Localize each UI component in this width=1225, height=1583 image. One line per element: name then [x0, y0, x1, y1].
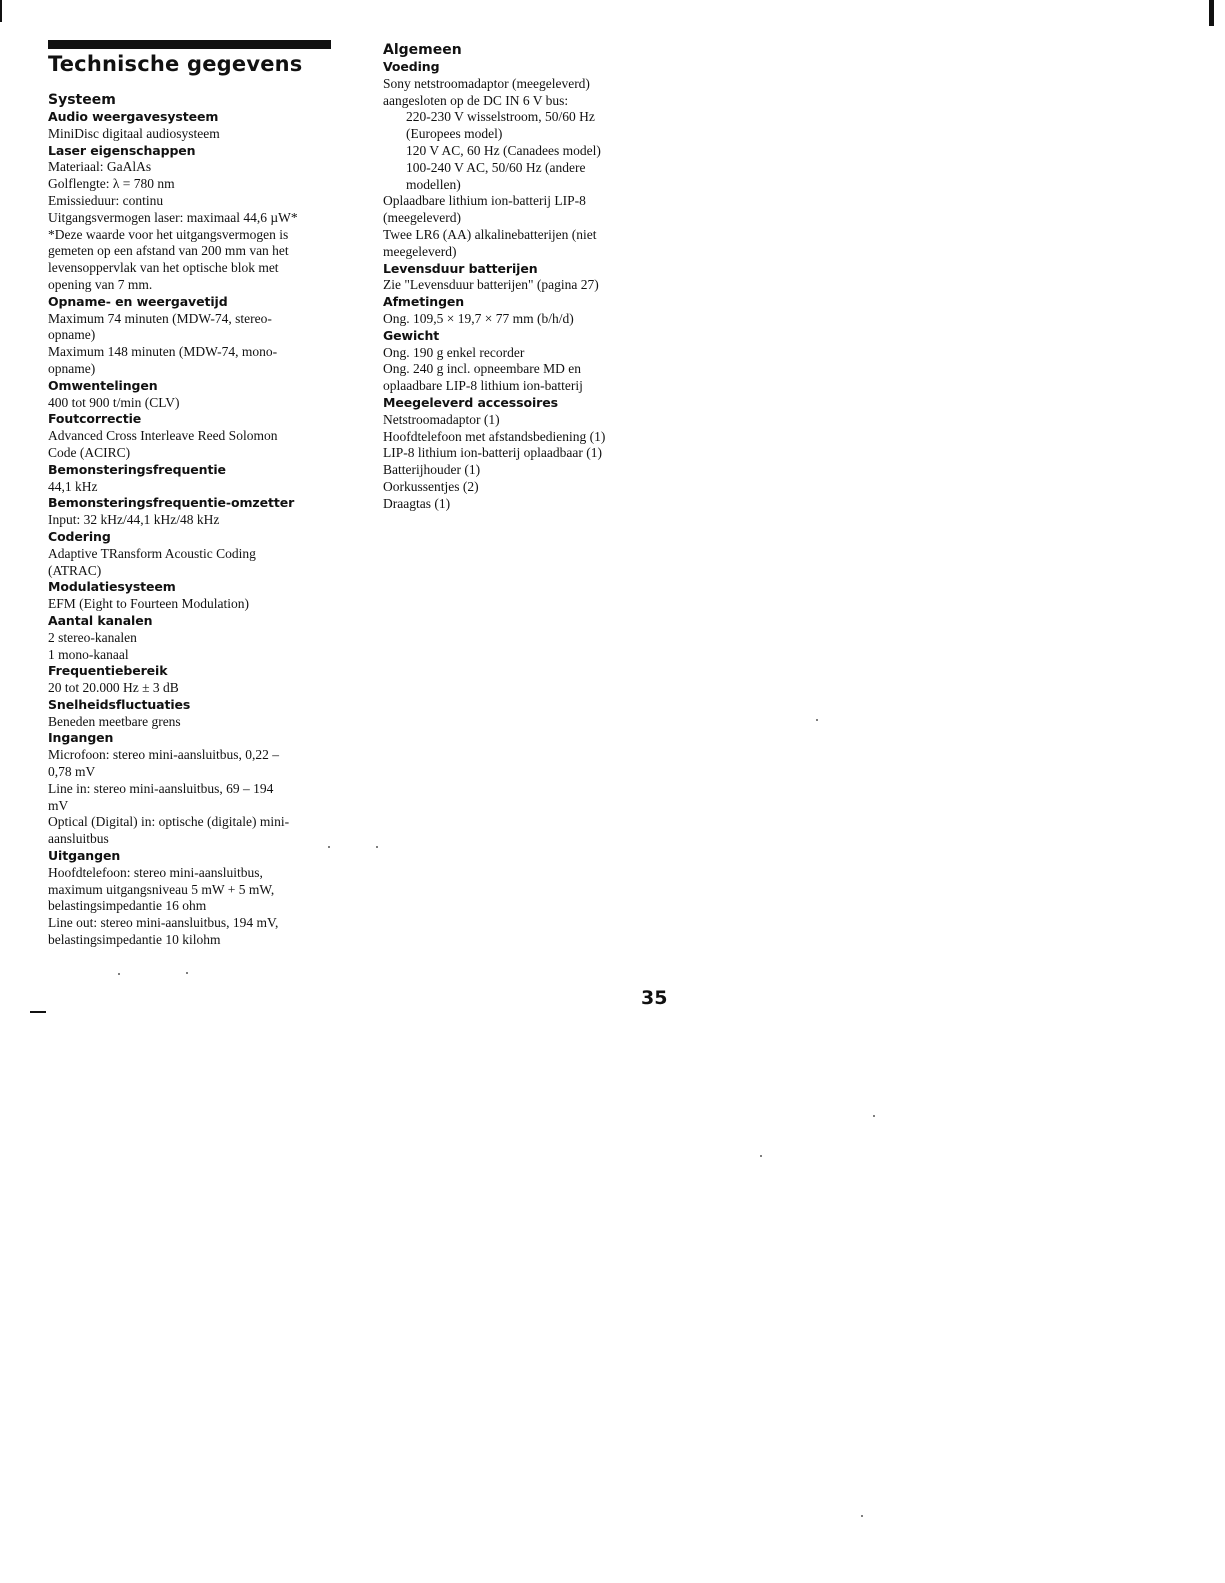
spec-line-indented: 220-230 V wisselstroom, 50/60 Hz: [406, 109, 595, 125]
spec-line: Batterijhouder (1): [383, 462, 481, 478]
spec-line-indented: (Europees model): [406, 126, 503, 142]
spec-line: EFM (Eight to Fourteen Modulation): [48, 596, 249, 612]
spec-omwentelingen: [48, 378, 348, 412]
spec-heading: Levensduur batterijen: [383, 260, 538, 276]
spec-heading: Bemonsteringsfrequentie: [48, 461, 226, 477]
scan-edge-mark: [1209, 0, 1214, 26]
spec-line: Adaptive TRansform Acoustic Coding: [48, 545, 256, 561]
spec-heading: Bemonsteringsfrequentie-omzetter: [48, 495, 295, 511]
spec-line: Line out: stereo mini-aansluitbus, 194 mV,: [48, 915, 279, 931]
spec-line: 2 stereo-kanalen: [48, 629, 137, 645]
spec-line: belastingsimpedantie 16 ohm: [48, 898, 207, 914]
spec-heading: Audio weergavesysteem: [48, 109, 219, 124]
spec-line: mV: [48, 797, 69, 813]
spec-uitgangen: [48, 848, 348, 949]
spec-laser: [48, 143, 348, 294]
spec-omzetter: [48, 495, 348, 529]
scan-edge-mark: [0, 0, 2, 22]
spec-line: Draagtas (1): [383, 495, 451, 511]
spec-line: *Deze waarde voor het uitgangsvermogen is: [48, 226, 289, 242]
spec-line: (meegeleverd): [383, 210, 461, 226]
spec-heading: Uitgangen: [48, 848, 121, 864]
spec-gewicht: [383, 328, 683, 395]
spec-line: gemeten op een afstand van 200 mm van het: [48, 243, 289, 259]
spec-line: Emissieduur: continu: [48, 192, 164, 208]
spec-heading: Meegeleverd accessoires: [383, 394, 558, 410]
spec-line: Twee LR6 (AA) alkalinebatterijen (niet: [383, 226, 597, 242]
spec-heading: Frequentiebereik: [48, 663, 168, 679]
spec-line: Oorkussentjes (2): [383, 478, 479, 494]
scan-speck: [328, 846, 330, 848]
spec-line: Netstroomadaptor (1): [383, 411, 500, 427]
spec-afmetingen: [383, 294, 683, 328]
spec-heading: Opname- en weergavetijd: [48, 293, 228, 309]
spec-heading: Voeding: [383, 59, 440, 74]
spec-line: aansluitbus: [48, 831, 109, 847]
page-title: Technische gegevens: [48, 52, 303, 76]
spec-line: Code (ACIRC): [48, 444, 131, 460]
spec-line: opname): [48, 360, 96, 376]
spec-line: belastingsimpedantie 10 kilohm: [48, 932, 221, 948]
spec-heading: Omwentelingen: [48, 377, 158, 393]
scan-speck: [760, 1155, 762, 1157]
spec-line: levensoppervlak van het optische blok met: [48, 260, 279, 276]
spec-line: Sony netstroomadaptor (meegeleverd): [383, 75, 590, 91]
spec-line: Materiaal: GaAlAs: [48, 159, 152, 175]
spec-line: Maximum 74 minuten (MDW-74, stereo-: [48, 310, 272, 326]
spec-line: aangesloten op de DC IN 6 V bus:: [383, 92, 569, 108]
right-column: [383, 42, 683, 513]
spec-audio: [48, 109, 348, 143]
spec-heading: Aantal kanalen: [48, 612, 153, 628]
spec-line: 1 mono-kanaal: [48, 646, 129, 662]
spec-line: MiniDisc digitaal audiosysteem: [48, 125, 220, 141]
spec-line: (ATRAC): [48, 562, 102, 578]
page-number: 35: [641, 987, 668, 1009]
spec-line: Hoofdtelefoon: stereo mini-aansluitbus,: [48, 864, 263, 880]
spec-heading: Afmetingen: [383, 294, 465, 310]
spec-line: maximum uitgangsniveau 5 mW + 5 mW,: [48, 881, 275, 897]
section-heading-algemeen: Algemeen: [383, 42, 462, 58]
spec-snelheidsfluctuaties: [48, 697, 348, 731]
spec-heading: Gewicht: [383, 327, 440, 343]
spec-line: Ong. 190 g enkel recorder: [383, 344, 525, 360]
scan-edge-mark: [30, 1011, 46, 1013]
spec-line: Ong. 109,5 × 19,7 × 77 mm (b/h/d): [383, 310, 574, 326]
spec-line: Line in: stereo mini-aansluitbus, 69 – 194: [48, 780, 274, 796]
spec-line: 20 tot 20.000 Hz ± 3 dB: [48, 680, 179, 696]
spec-modulatiesysteem: [48, 579, 348, 613]
spec-ingangen: [48, 730, 348, 848]
spec-heading: Modulatiesysteem: [48, 579, 176, 595]
scan-speck: [816, 719, 818, 721]
spec-line: 400 tot 900 t/min (CLV): [48, 394, 180, 410]
spec-line: opening van 7 mm.: [48, 276, 153, 292]
spec-line-indented: modellen): [406, 176, 461, 192]
spec-line: Input: 32 kHz/44,1 kHz/48 kHz: [48, 512, 220, 528]
spec-frequentiebereik: [48, 663, 348, 697]
scan-speck: [186, 972, 188, 974]
spec-accessoires: [383, 395, 683, 513]
spec-heading: Snelheidsfluctuaties: [48, 696, 191, 712]
spec-line: Zie "Levensduur batterijen" (pagina 27): [383, 277, 599, 293]
spec-line: LIP-8 lithium ion-batterij oplaadbaar (1): [383, 445, 602, 461]
scan-speck: [376, 846, 378, 848]
scan-speck: [873, 1115, 875, 1117]
spec-line: 44,1 kHz: [48, 478, 98, 494]
spec-foutcorrectie: [48, 411, 348, 461]
spec-line: Maximum 148 minuten (MDW-74, mono-: [48, 344, 278, 360]
spec-levensduur: [383, 261, 683, 295]
title-rule: [48, 40, 331, 49]
spec-line: Beneden meetbare grens: [48, 713, 181, 729]
spec-voeding: [383, 59, 683, 261]
scan-speck: [861, 1515, 863, 1517]
spec-heading: Codering: [48, 528, 111, 544]
spec-line: Hoofdtelefoon met afstandsbediening (1): [383, 428, 606, 444]
spec-line: opname): [48, 327, 96, 343]
spec-line: Advanced Cross Interleave Reed Solomon: [48, 428, 278, 444]
spec-line: Uitgangsvermogen laser: maximaal 44,6 µW*: [48, 209, 298, 225]
spec-heading: Laser eigenschappen: [48, 142, 196, 158]
spec-line: Microfoon: stereo mini-aansluitbus, 0,22 –: [48, 747, 279, 763]
section-heading-systeem: Systeem: [48, 92, 116, 108]
spec-line: Optical (Digital) in: optische (digitale) mini-: [48, 814, 290, 830]
spec-line: 0,78 mV: [48, 764, 96, 780]
spec-codering: [48, 529, 348, 579]
spec-kanalen: [48, 613, 348, 663]
spec-bemonsteringsfrequentie: [48, 462, 348, 496]
spec-line-indented: 100-240 V AC, 50/60 Hz (andere: [406, 159, 586, 175]
spec-line: Oplaadbare lithium ion-batterij LIP-8: [383, 193, 586, 209]
spec-line: oplaadbare LIP-8 lithium ion-batterij: [383, 378, 583, 394]
spec-opnametijd: [48, 294, 348, 378]
spec-heading: Foutcorrectie: [48, 411, 142, 427]
left-column: [48, 92, 348, 949]
spec-line-indented: 120 V AC, 60 Hz (Canadees model): [406, 142, 601, 158]
spec-line: Golflengte: λ = 780 nm: [48, 176, 175, 192]
spec-line: Ong. 240 g incl. opneembare MD en: [383, 361, 581, 377]
scan-speck: [118, 973, 120, 975]
spec-heading: Ingangen: [48, 730, 114, 746]
spec-line: meegeleverd): [383, 243, 457, 259]
